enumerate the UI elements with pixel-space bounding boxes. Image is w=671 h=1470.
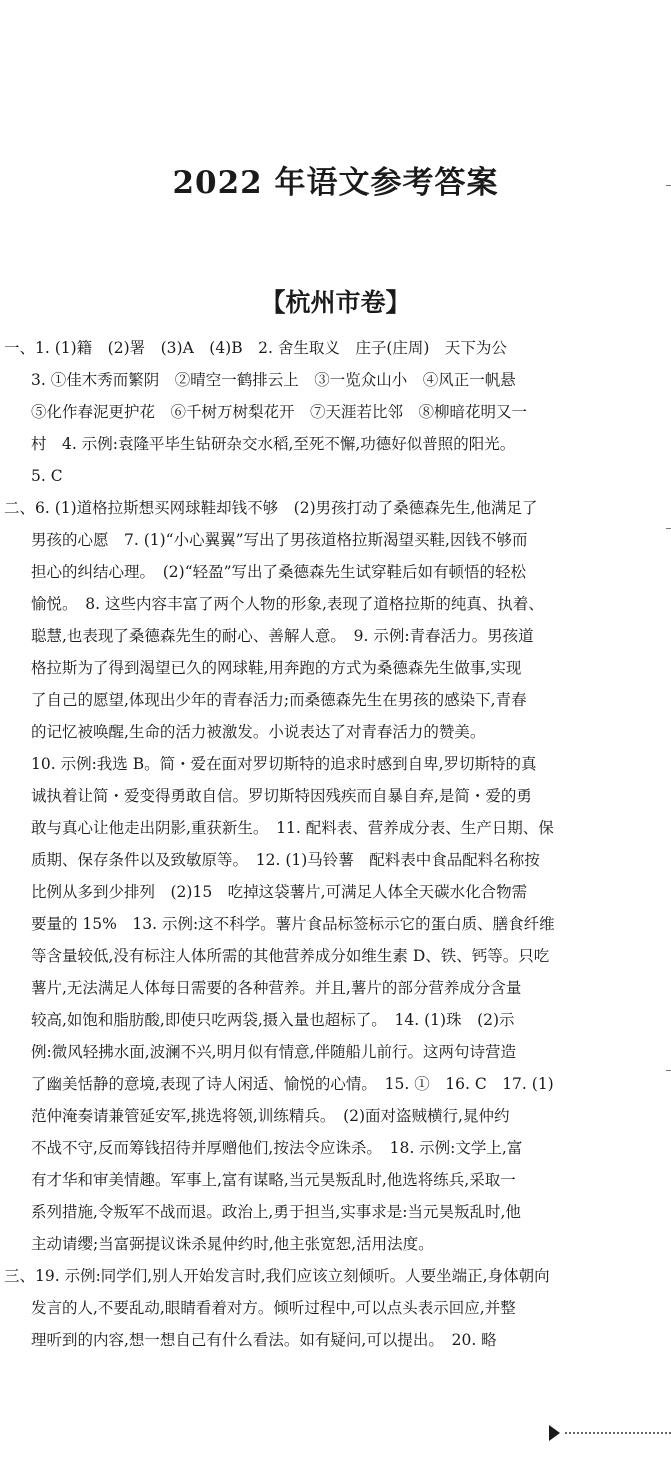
edge-tick — [666, 528, 671, 529]
answer-line: 聪慧,也表现了桑德森先生的耐心、善解人意。 9. 示例:青春活力。男孩道 — [31, 627, 534, 645]
answer-line: 主动请缨;当富弼提议诛杀晁仲约时,他主张宽恕,活用法度。 — [31, 1235, 434, 1253]
answer-line: 薯片,无法满足人体每日需要的各种营养。并且,薯片的部分营养成分含量 — [31, 979, 522, 997]
answer-line: 不战不守,反而筹钱招待并厚赠他们,按法令应诛杀。 18. 示例:文学上,富 — [31, 1139, 523, 1157]
answer-line: 诚执着让简・爱变得勇敢自信。罗切斯特因残疾而自暴自弃,是简・爱的勇 — [31, 787, 532, 805]
next-page-arrow-icon — [549, 1425, 560, 1441]
answer-line: 担心的纠结心理。 (2)“轻盈”写出了桑德森先生试穿鞋后如有顿悟的轻松 — [31, 563, 527, 581]
answer-line: 3. ①佳木秀而繁阴 ②晴空一鹤排云上 ③一览众山小 ④风正一帆悬 — [31, 371, 516, 389]
edge-tick — [666, 1070, 671, 1071]
edge-tick — [666, 185, 671, 186]
answer-line: 愉悦。 8. 这些内容丰富了两个人物的形象,表现了道格拉斯的纯真、执着、 — [31, 595, 544, 613]
dotted-leader — [565, 1432, 671, 1434]
answer-line: 发言的人,不要乱动,眼睛看着对方。倾听过程中,可以点头表示回应,并整 — [31, 1299, 516, 1317]
answer-line: 二、6. (1)道格拉斯想买网球鞋却钱不够 (2)男孩打动了桑德森先生,他满足了 — [4, 499, 538, 517]
page-title: 2022 年语文参考答案 — [172, 165, 499, 201]
answer-line: 等含量较低,没有标注人体所需的其他营养成分如维生素 D、铁、钙等。只吃 — [31, 947, 550, 965]
answer-line: 较高,如饱和脂肪酸,即使只吃两袋,摄入量也超标了。 14. (1)珠 (2)示 — [31, 1011, 515, 1029]
answer-line: 有才华和审美情趣。军事上,富有谋略,当元昊叛乱时,他选将练兵,采取一 — [31, 1171, 516, 1189]
answer-line: 5. C — [31, 467, 63, 485]
answer-line: 10. 示例:我选 B。简・爱在面对罗切斯特的追求时感到自卑,罗切斯特的真 — [31, 755, 537, 773]
section-heading: 【杭州市卷】 — [260, 288, 411, 317]
answer-line: 要量的 15% 13. 示例:这不科学。薯片食品标签标示它的蛋白质、膳食纤维 — [31, 915, 555, 933]
answer-body — [4, 332, 636, 1356]
answer-line: 例:微风轻拂水面,波澜不兴,明月似有情意,伴随船儿前行。这两句诗营造 — [31, 1043, 517, 1061]
answer-line: 敢与真心让他走出阴影,重获新生。 11. 配料表、营养成分表、生产日期、保 — [31, 819, 554, 837]
answer-line: 系列措施,令叛军不战而退。政治上,勇于担当,实事求是:当元昊叛乱时,他 — [31, 1203, 521, 1221]
answer-line: 了自己的愿望,体现出少年的青春活力;而桑德森先生在男孩的感染下,青春 — [31, 691, 527, 709]
answer-line: 三、19. 示例:同学们,别人开始发言时,我们应该立刻倾听。人要坐端正,身体朝向 — [4, 1267, 550, 1285]
answer-line: 质期、保存条件以及致敏原等。 12. (1)马铃薯 配料表中食品配料名称按 — [31, 851, 540, 869]
answer-line: 了幽美恬静的意境,表现了诗人闲适、愉悦的心情。 15. ① 16. C 17. (1) — [31, 1075, 554, 1093]
answer-line: 的记忆被唤醒,生命的活力被激发。小说表达了对青春活力的赞美。 — [31, 723, 486, 741]
answer-line: 理听到的内容,想一想自己有什么看法。如有疑问,可以提出。 20. 略 — [31, 1331, 497, 1349]
answer-line: 范仲淹奏请兼管延安军,挑选将领,训练精兵。 (2)面对盗贼横行,晁仲约 — [31, 1107, 510, 1125]
answer-line: 一、1. (1)籍 (2)署 (3)A (4)B 2. 舍生取义 庄子(庄周) 天下为公 — [4, 339, 507, 357]
answer-line: 村 4. 示例:袁隆平毕生钻研杂交水稻,至死不懈,功德好似普照的阳光。 — [31, 435, 516, 453]
answer-line: 比例从多到少排列 (2)15 吃掉这袋薯片,可满足人体全天碳水化合物需 — [31, 883, 528, 901]
answer-line: 男孩的心愿 7. (1)“小心翼翼”写出了男孩道格拉斯渴望买鞋,因钱不够而 — [31, 531, 528, 549]
answer-line: 格拉斯为了得到渴望已久的网球鞋,用奔跑的方式为桑德森先生做事,实现 — [31, 659, 522, 677]
answer-line: ⑤化作春泥更护花 ⑥千树万树梨花开 ⑦天涯若比邻 ⑧柳暗花明又一 — [31, 403, 528, 421]
